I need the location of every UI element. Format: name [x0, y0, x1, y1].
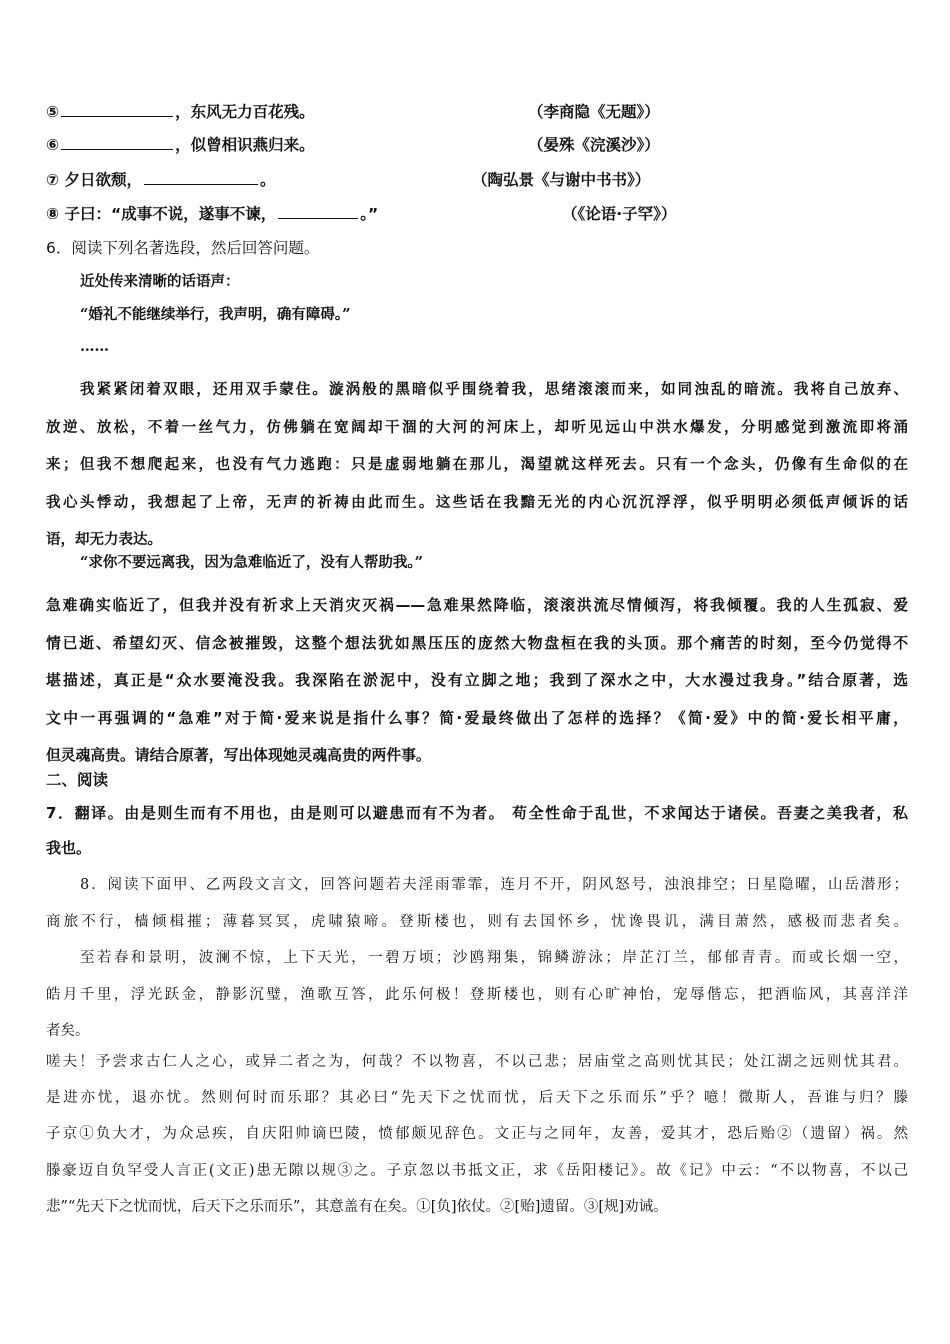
excerpt-line: …… [80, 338, 109, 355]
blank-line-7: ⑦ 夕日欲颓， 。 [46, 171, 276, 189]
answer-blank[interactable] [61, 135, 173, 150]
source-citation: （李商隐《无题》） [528, 103, 660, 121]
blank-line-6: ⑥ ，似曾相识燕归来。 [46, 136, 315, 154]
answer-blank[interactable] [278, 204, 358, 219]
excerpt-line: 近处传来清晰的话语声： [80, 273, 240, 290]
excerpt-quote: “求你不要远离我，因为急难临近了，没有人帮助我。” [80, 554, 423, 571]
question-6-prompt: 6．阅读下列名著选段，然后回答问题。 [46, 239, 320, 257]
question-8-passage-b: 嗟夫！予尝求古仁人之心，或异二者之为，何哉？不以物喜，不以己悲；居庙堂之高则忧其民；处江湖之远则忧其君。 是进亦忧，退亦忧。然则何时而乐耶？其必曰“先天下之忧而忧，后天下之乐而乐”乎？噫！微斯人，吾谁与归？滕 子京①负大才，为众忌疾，自庆阳帅谪巴陵，愤郁颇见辞色。文正与之同年，友善，爱其才，恐后贻②（遗留）祸。然 滕豪迈自负罕受人言正(文正)患无隙以规③之。子京忽以书抵文正，求《岳阳楼记》。故《记》中云：“不以物喜，不以己 悲”“先天下之忧而忧，后天下之乐而乐”，其意盖有在矣。①[负]依仗。②[贻]遗留。③[规]劝诫。 [46, 1054, 908, 1215]
answer-blank[interactable] [144, 170, 258, 185]
blank-line-5: ⑤ ，东风无力百花残。 [46, 103, 315, 121]
answer-blank[interactable] [61, 102, 173, 117]
excerpt-passage: 我紧紧闭着双眼，还用双手蒙住。漩涡般的黑暗似乎围绕着我，思绪滚滚而来，如同浊乱的暗流。我将自己放弃、 放逆、放松，不着一丝气力，仿佛躺在宽阔却干涸的大河的河床上，却听见远山中洪水爆发，分明感觉到激流即将涌 来；但我不想爬起来，也没有气力逃跑：只是虚弱地躺在那儿，渴望就这样死去。只有一个念头，仍像有生命似的在 我心头悸动，我想起了上帝，无声的祈祷由此而生。这些话在我黯无光的内心沉沉浮浮，似乎明明必须低声倾诉的话 语，却无力表达。 [46, 381, 908, 548]
source-citation: （陶弘景《与谢中书书》） [472, 171, 651, 189]
question-7: 7．翻译。由是则生而有不用也，由是则可以避患而有不为者。 苟全性命于乱世，不求闻达于诸侯。吾妻之美我者，私 我也。 [46, 804, 908, 857]
blank-line-8: ⑧ 子曰：“成事不说，遂事不谏， 。” [46, 205, 379, 223]
source-citation: （晏殊《浣溪沙》） [528, 136, 660, 154]
question-6-body: 急难确实临近了，但我并没有祈求上天消灾灭祸——急难果然降临，滚滚洪流尽情倾泻，将我倾覆。我的人生孤寂、爱 情已逝、希望幻灭、信念被摧毁，这整个想法犹如黑压压的庞然大物盘桓在我的头顶。那个痛苦的时刻，至今仍觉得不 堪描述，真正是“众水要淹没我。我深陷在淤泥中，没有立脚之地；我到了深水之中，大水漫过我身。”结合原著，选 文中一再强调的“急难”对于简·爱来说是指什么事？简·爱最终做出了怎样的选择？《简·爱》中的简·爱长相平庸， 但灵魂高贵。请结合原著，写出体现她灵魂高贵的两件事。 [46, 597, 908, 764]
excerpt-line: “婚礼不能继续举行，我声明，确有障碍。” [80, 306, 351, 323]
question-8-passage-a: 8．阅读下面甲、乙两段文言文，回答问题若夫淫雨霏霏，连月不开，阴风怒号，浊浪排空；日星隐曜，山岳潜形； 商旅不行，樯倾楫摧；薄暮冥冥，虎啸猿啼。登斯楼也，则有去国怀乡，忧谗畏讥，满目萧然，感极而悲者矣。 至若春和景明，波澜不惊，上下天光，一碧万顷；沙鸥翔集，锦鳞游泳；岸芷汀兰，郁郁青青。而或长烟一空， 皓月千里，浮光跃金，静影沉璧，渔歌互答，此乐何极！登斯楼也，则有心旷神怡，宠辱偕忘，把酒临风，其喜洋洋 者矣。 [46, 877, 908, 1039]
section-heading: 二、阅读 [46, 771, 109, 789]
source-citation: （《论语·子罕》） [562, 205, 677, 223]
